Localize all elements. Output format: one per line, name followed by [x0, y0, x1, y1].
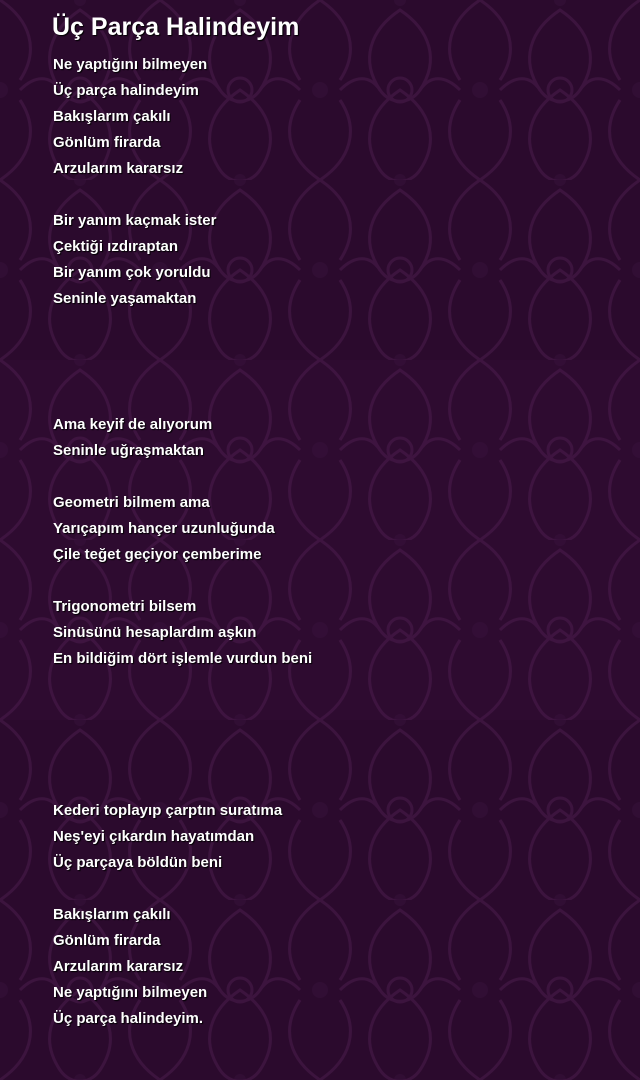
poem-line: Seninle uğraşmaktan: [53, 442, 204, 459]
stanza: [53, 798, 282, 876]
poem-line: Neş'eyi çıkardın hayatımdan: [53, 828, 255, 845]
poem-line: Trigonometri bilsem: [53, 598, 197, 615]
poem-line: Gönlüm firarda: [53, 932, 161, 949]
poem-line: Arzularım kararsız: [53, 958, 184, 975]
poem-line: Bakışlarım çakılı: [53, 108, 171, 125]
poem-line: Üç parça halindeyim.: [53, 1010, 204, 1027]
poem-line: Ama keyif de alıyorum: [53, 416, 213, 433]
stanza: [53, 490, 275, 568]
poem-line: Çile teğet geçiyor çemberime: [53, 546, 262, 563]
poem-title: Üç Parça Halindeyim: [52, 13, 300, 41]
poem-line: Sinüsünü hesaplardım aşkın: [53, 624, 257, 641]
poem-line: Bir yanım çok yoruldu: [53, 264, 211, 281]
poem-line: Çektiği ızdıraptan: [53, 238, 179, 255]
poem-line: Üç parçaya böldün beni: [53, 854, 223, 871]
poem-line: Ne yaptığını bilmeyen: [53, 56, 208, 73]
stanza: [53, 208, 216, 312]
poem-line: En bildiğim dört işlemle vurdun beni: [53, 650, 313, 667]
stanza: [53, 902, 207, 1032]
poem-line: Bakışlarım çakılı: [53, 906, 171, 923]
poem-line: Geometri bilmem ama: [53, 494, 210, 511]
poem-line: Yarıçapım hançer uzunluğunda: [53, 520, 275, 537]
stanza: [53, 52, 207, 182]
poem-line: Seninle yaşamaktan: [53, 290, 197, 307]
poem-line: Ne yaptığını bilmeyen: [53, 984, 208, 1001]
poem-line: Gönlüm firarda: [53, 134, 161, 151]
stanza: [53, 412, 212, 464]
stanza: [53, 594, 312, 672]
poem-line: Arzularım kararsız: [53, 160, 184, 177]
poem-line: Kederi toplayıp çarptın suratıma: [53, 802, 283, 819]
poem-line: Bir yanım kaçmak ister: [53, 212, 217, 229]
poem-line: Üç parça halindeyim: [53, 82, 199, 99]
